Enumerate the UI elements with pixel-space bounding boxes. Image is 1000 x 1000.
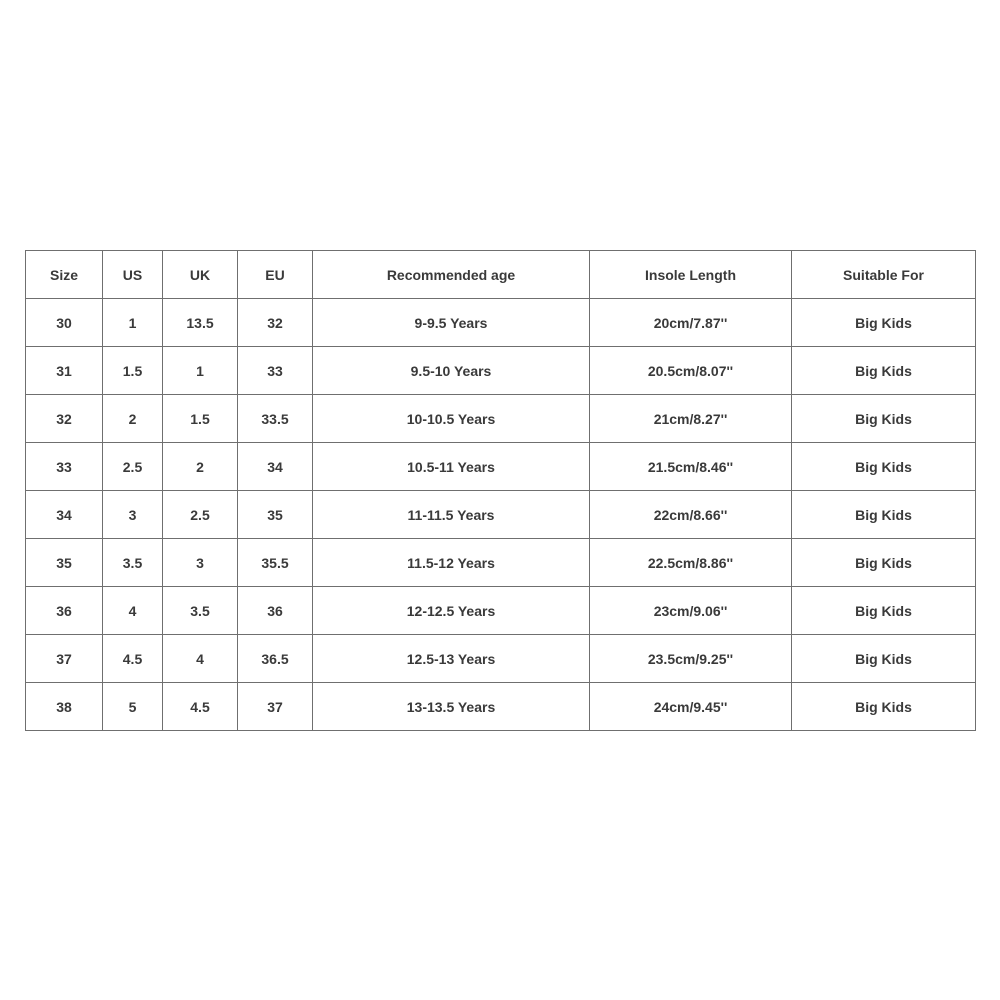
- header-suitable-for: Suitable For: [792, 251, 976, 299]
- cell-eu: 35.5: [238, 539, 313, 587]
- cell-eu: 33.5: [238, 395, 313, 443]
- cell-eu: 37: [238, 683, 313, 731]
- cell-suitable-for: Big Kids: [792, 347, 976, 395]
- header-recommended-age: Recommended age: [313, 251, 590, 299]
- cell-us: 1.5: [103, 347, 163, 395]
- cell-eu: 36: [238, 587, 313, 635]
- cell-suitable-for: Big Kids: [792, 443, 976, 491]
- cell-recommended-age: 11-11.5 Years: [313, 491, 590, 539]
- table-row: [26, 683, 976, 731]
- table-row: [26, 299, 976, 347]
- cell-recommended-age: 10-10.5 Years: [313, 395, 590, 443]
- cell-size: 34: [26, 491, 103, 539]
- cell-insole-length: 20.5cm/8.07'': [590, 347, 792, 395]
- cell-recommended-age: 12-12.5 Years: [313, 587, 590, 635]
- table-row: [26, 539, 976, 587]
- header-us: US: [103, 251, 163, 299]
- cell-uk: 3.5: [163, 587, 238, 635]
- cell-recommended-age: 12.5-13 Years: [313, 635, 590, 683]
- cell-uk: 2: [163, 443, 238, 491]
- cell-size: 32: [26, 395, 103, 443]
- cell-eu: 34: [238, 443, 313, 491]
- cell-uk: 1: [163, 347, 238, 395]
- cell-us: 2: [103, 395, 163, 443]
- cell-eu: 36.5: [238, 635, 313, 683]
- cell-insole-length: 22.5cm/8.86'': [590, 539, 792, 587]
- cell-size: 31: [26, 347, 103, 395]
- cell-us: 4.5: [103, 635, 163, 683]
- cell-suitable-for: Big Kids: [792, 587, 976, 635]
- table-row: [26, 587, 976, 635]
- cell-suitable-for: Big Kids: [792, 539, 976, 587]
- cell-size: 36: [26, 587, 103, 635]
- cell-insole-length: 23cm/9.06'': [590, 587, 792, 635]
- header-row: [26, 251, 976, 299]
- cell-eu: 35: [238, 491, 313, 539]
- cell-insole-length: 24cm/9.45'': [590, 683, 792, 731]
- cell-recommended-age: 10.5-11 Years: [313, 443, 590, 491]
- table-row: [26, 491, 976, 539]
- cell-uk: 13.5: [163, 299, 238, 347]
- table-row: [26, 347, 976, 395]
- cell-size: 35: [26, 539, 103, 587]
- cell-recommended-age: 9.5-10 Years: [313, 347, 590, 395]
- header-insole-length: Insole Length: [590, 251, 792, 299]
- cell-uk: 1.5: [163, 395, 238, 443]
- table-row: [26, 395, 976, 443]
- cell-us: 3.5: [103, 539, 163, 587]
- cell-insole-length: 23.5cm/9.25'': [590, 635, 792, 683]
- cell-suitable-for: Big Kids: [792, 491, 976, 539]
- cell-recommended-age: 13-13.5 Years: [313, 683, 590, 731]
- cell-suitable-for: Big Kids: [792, 683, 976, 731]
- cell-uk: 4.5: [163, 683, 238, 731]
- size-chart-header: [26, 251, 976, 299]
- size-chart-body: [26, 299, 976, 731]
- cell-us: 5: [103, 683, 163, 731]
- cell-uk: 3: [163, 539, 238, 587]
- cell-size: 33: [26, 443, 103, 491]
- cell-us: 4: [103, 587, 163, 635]
- cell-insole-length: 20cm/7.87'': [590, 299, 792, 347]
- cell-suitable-for: Big Kids: [792, 299, 976, 347]
- header-uk: UK: [163, 251, 238, 299]
- cell-insole-length: 22cm/8.66'': [590, 491, 792, 539]
- cell-insole-length: 21.5cm/8.46'': [590, 443, 792, 491]
- cell-us: 1: [103, 299, 163, 347]
- table-row: [26, 443, 976, 491]
- cell-uk: 4: [163, 635, 238, 683]
- cell-size: 30: [26, 299, 103, 347]
- header-size: Size: [26, 251, 103, 299]
- cell-us: 3: [103, 491, 163, 539]
- cell-recommended-age: 9-9.5 Years: [313, 299, 590, 347]
- cell-suitable-for: Big Kids: [792, 395, 976, 443]
- header-eu: EU: [238, 251, 313, 299]
- cell-insole-length: 21cm/8.27'': [590, 395, 792, 443]
- cell-us: 2.5: [103, 443, 163, 491]
- cell-eu: 33: [238, 347, 313, 395]
- cell-recommended-age: 11.5-12 Years: [313, 539, 590, 587]
- cell-size: 38: [26, 683, 103, 731]
- table-row: [26, 635, 976, 683]
- cell-eu: 32: [238, 299, 313, 347]
- cell-uk: 2.5: [163, 491, 238, 539]
- cell-size: 37: [26, 635, 103, 683]
- cell-suitable-for: Big Kids: [792, 635, 976, 683]
- size-chart-table: [25, 250, 976, 731]
